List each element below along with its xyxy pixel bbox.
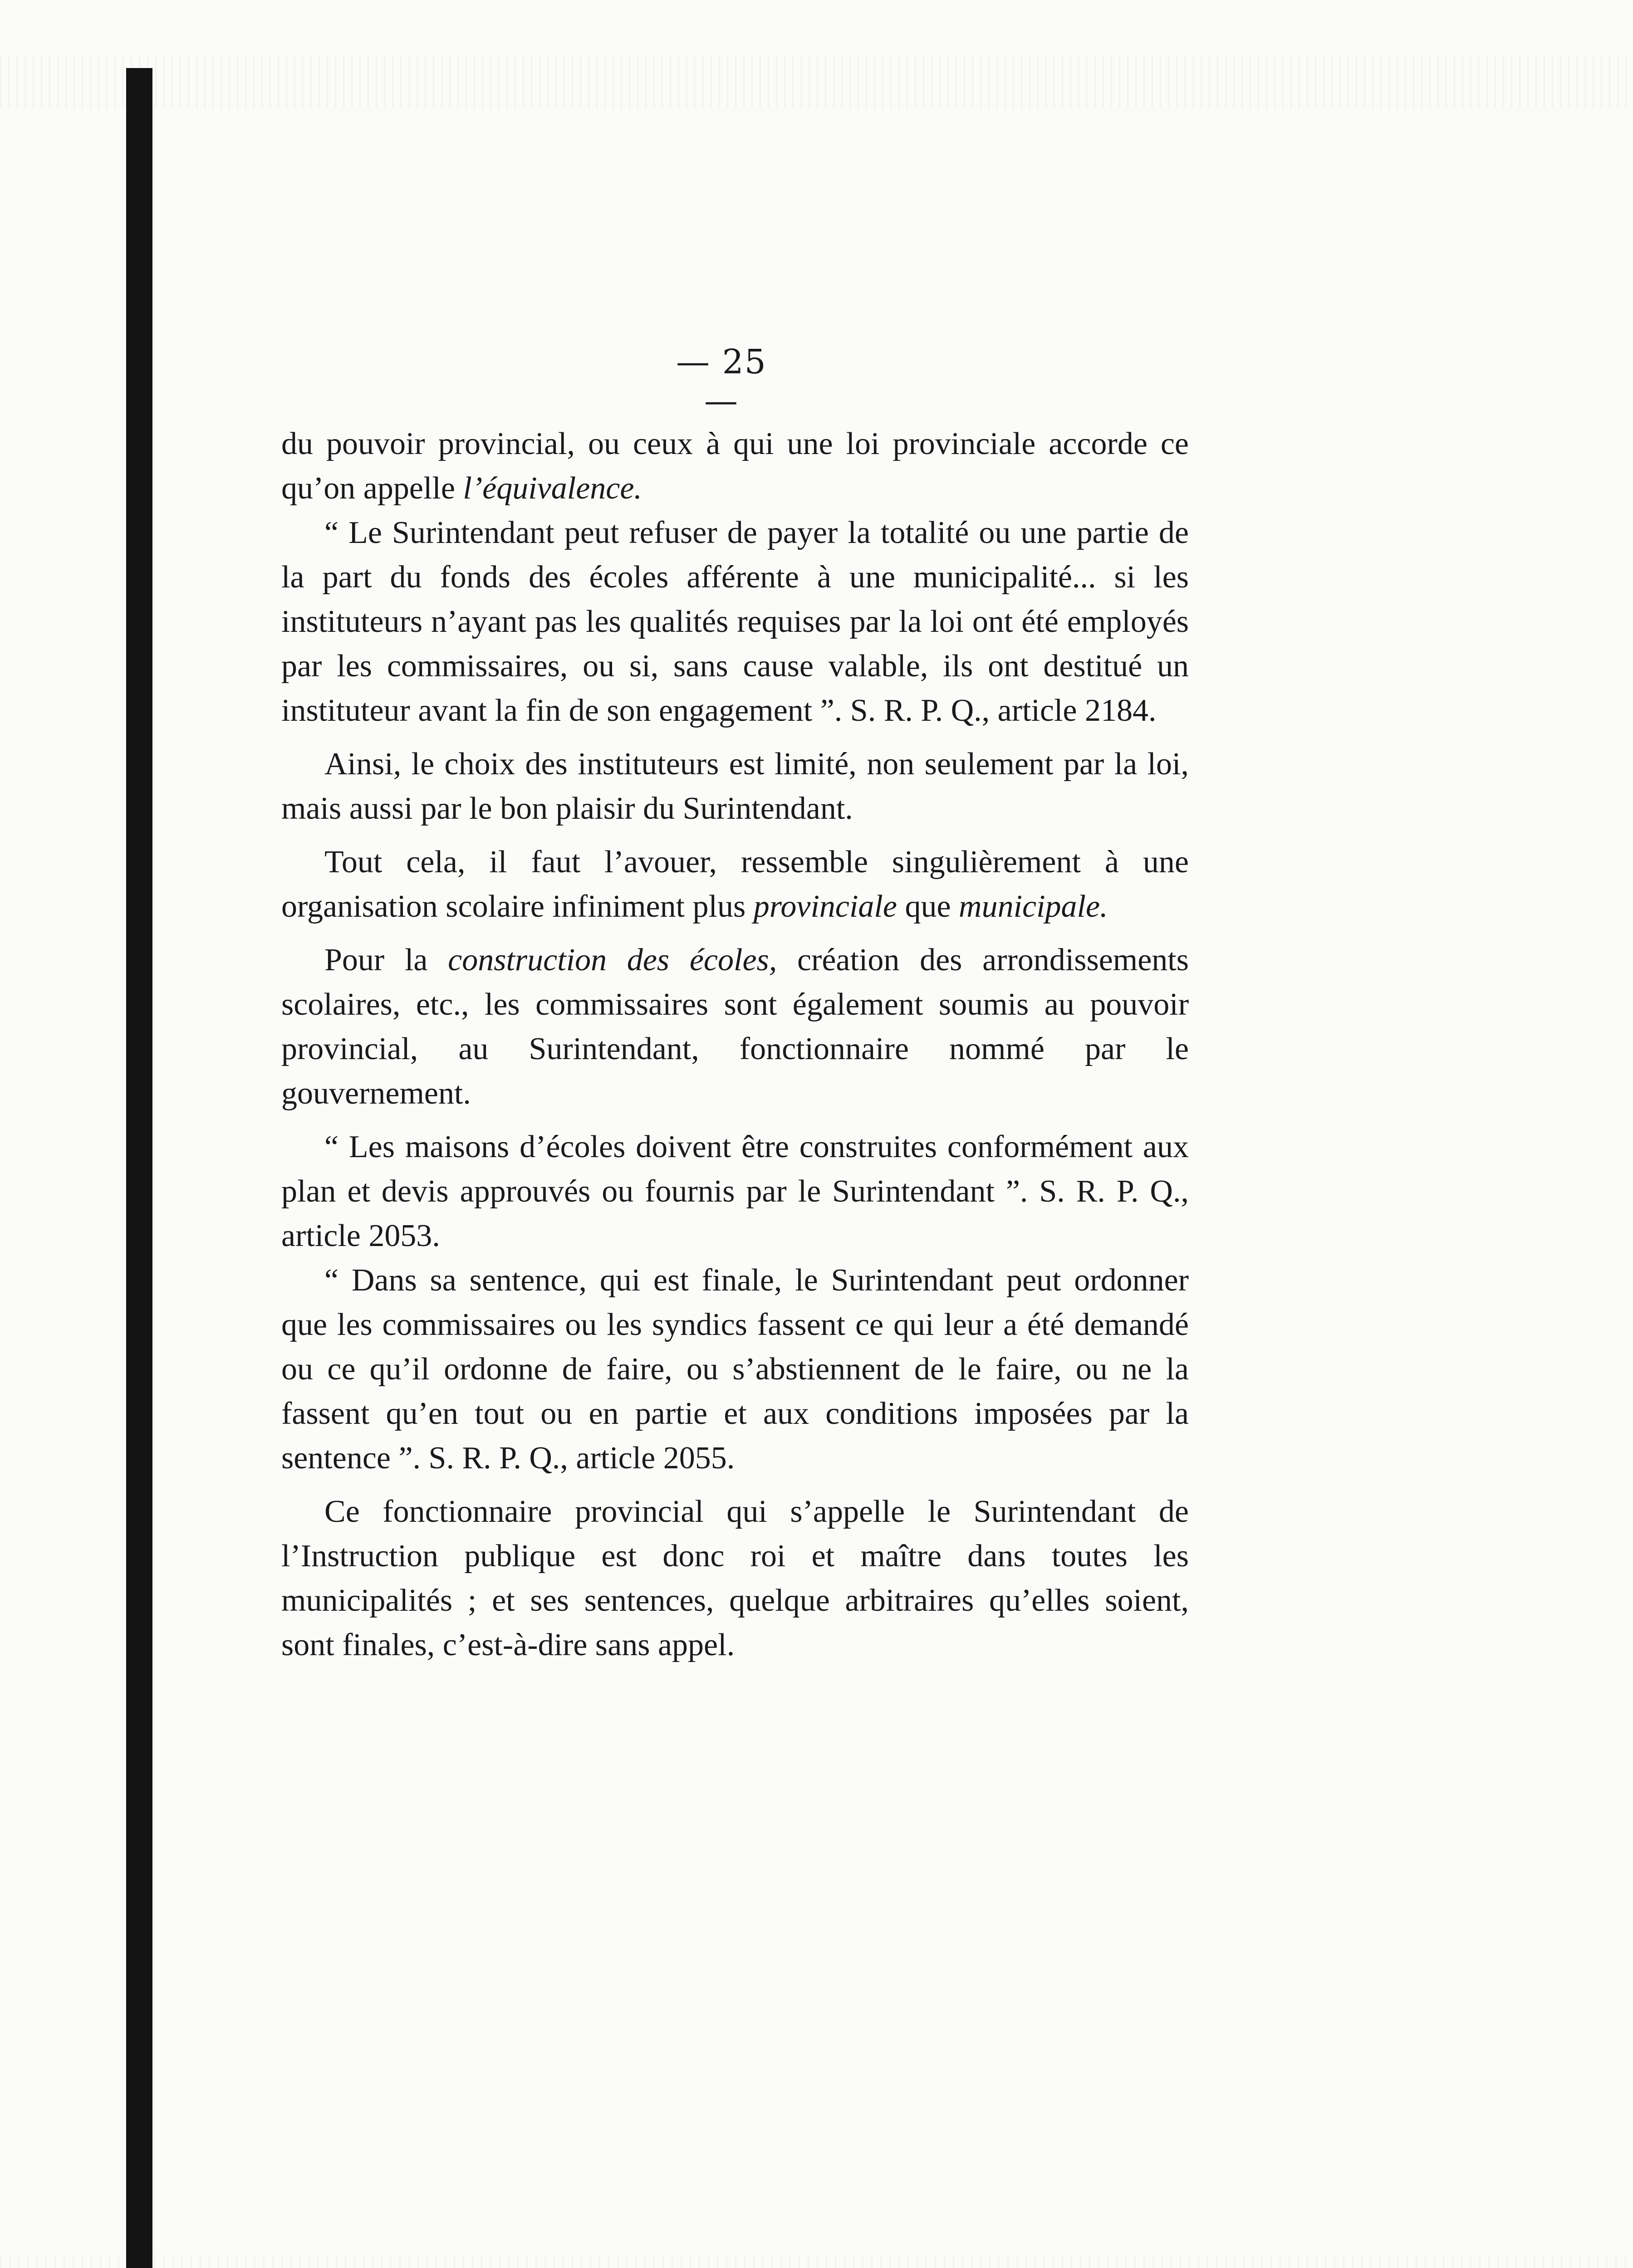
italic-text: provinciale (753, 889, 897, 924)
paragraph-4 (281, 840, 1189, 929)
text-run: du pouvoir provincial, ou ceux à qui une loi provinciale accorde ce qu’on appelle (281, 426, 1189, 506)
text-run: “ Dans sa sentence, qui est finale, le Surintendant peut ordonner que les commissaires ou les syndics fassent ce qui leur a été demandé ou ce qu’il ordonne de faire, ou s’abstiennent de le faire, ou ne la fassent qu’en tout ou en partie et aux conditions imposées par la sentence ”. S. R. P. Q., article 2055. (281, 1263, 1189, 1476)
paragraph-2 (281, 511, 1189, 733)
body-text (281, 422, 1189, 1677)
text-run: “ Le Surintendant peut refuser de payer la totalité ou une partie de la part du fonds des écoles afférente à une municipalité... si les instituteurs n’ayant pas les qualités requises par la loi ont été employés par les commissaires, ou si, sans cause valable, ils ont destitué un instituteur avant la fin de son engagement ”. S. R. P. Q., article 2184. (281, 515, 1189, 728)
paragraph-6 (281, 1125, 1189, 1258)
binding-edge (126, 68, 152, 2268)
italic-text: l’équivalence. (463, 471, 642, 506)
text-run: Ainsi, le choix des instituteurs est limité, non seulement par la loi, mais aussi par le bon plaisir du Surintendant. (281, 747, 1189, 826)
text-run: Pour la (324, 943, 448, 978)
text-run: que (897, 889, 959, 924)
italic-text: municipale. (959, 889, 1108, 924)
text-run: “ Les maisons d’écoles doivent être construites conformément aux plan et devis approuvés ou fournis par le Surintendant ”. S. R. P. Q., article 2053. (281, 1129, 1189, 1253)
paragraph-5 (281, 938, 1189, 1116)
text-run: Tout cela, il faut l’avouer, ressemble singulièrement à une organisation scolaire infiniment plus (281, 845, 1189, 924)
scan-noise-bottom (0, 2254, 1633, 2268)
paragraph-7 (281, 1258, 1189, 1481)
scan-noise-top (0, 54, 1633, 109)
paragraph-3 (281, 742, 1189, 831)
italic-text: construction des écoles, (448, 943, 777, 978)
text-run: création des arrondissements scolaires, etc., les commissaires sont également soumis au pouvoir provincial, au Surintendant, fonctionnaire nommé par le gouvernement. (281, 943, 1189, 1111)
paragraph-8 (281, 1490, 1189, 1667)
page-number: — 25 — (676, 342, 767, 420)
text-run: Ce fonctionnaire provincial qui s’appelle le Surintendant de l’Instruction publique est donc roi et maître dans toutes les municipalités ; et ses sentences, quelque arbitraires qu’elles soient, sont finales, c’est-à-dire sans appel. (281, 1494, 1189, 1662)
paragraph-1 (281, 422, 1189, 511)
